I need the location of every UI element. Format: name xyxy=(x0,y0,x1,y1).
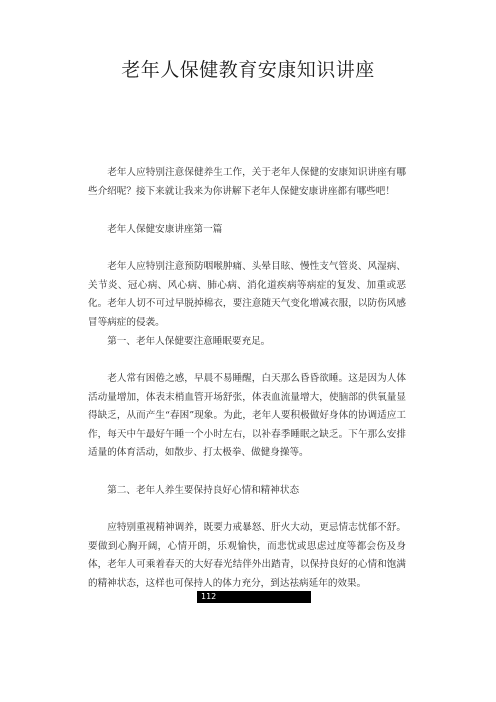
page-number: 112 xyxy=(197,591,311,603)
intro-paragraph: 老年人应特别注意保健养生工作，关于老年人保健的安康知识讲座有哪些介绍呢？接下来就让我来为你讲解下老年人保健安康讲座都有哪些吧！ xyxy=(88,167,406,197)
body-paragraph-prevention: 老年人应特别注意预防咽喉肿痛、头晕目眩、慢性支气管炎、风湿病、关节炎、冠心病、风心病、肺心病、消化道疾病等病症的复发、加重或恶化。老年人切不可过早脱掉棉衣，要注意随天气变化增减衣服，以防伤风感冒等病症的侵袭。 xyxy=(88,261,406,328)
body-paragraph-mood: 应特别重视精神调养，既要力戒暴怒、肝火大动，更忌情志忧郁不舒。要做到心胸开阔，心情开朗，乐观愉快，而悲忧或思虑过度等都会伤及身体，老年人可乘着春天的大好春光结伴外出踏青，以保持良好的心情和饱满的精神状态，这样也可保持人的体力充分，到达祛病延年的效果。 xyxy=(88,522,406,589)
page-title: 老年人保健教育安康知识讲座 xyxy=(121,59,375,81)
section-heading-lecture-one: 老年人保健安康讲座第一篇 xyxy=(107,224,223,235)
section-heading-sleep: 第一、老年人保健要注意睡眠要充足。 xyxy=(107,336,271,347)
section-heading-mood: 第二、老年人养生要保持良好心情和精神状态 xyxy=(107,485,300,496)
body-paragraph-sleep: 老人常有困倦之感，早晨不易睡醒，白天那么昏昏欲睡。这是因为人体活动量增加，体表末梢血管开场舒张，体表血流量增大，使脑部的供氧量显得缺乏，从而产生“春困”现象。为此，老年人要积极做好身体的协调适应工作，每天中午最好午睡一个小时左右，以补春季睡眠之缺乏。下午那么安排适量的体育活动，如散步、打太极拳、做健身操等。 xyxy=(88,373,406,458)
